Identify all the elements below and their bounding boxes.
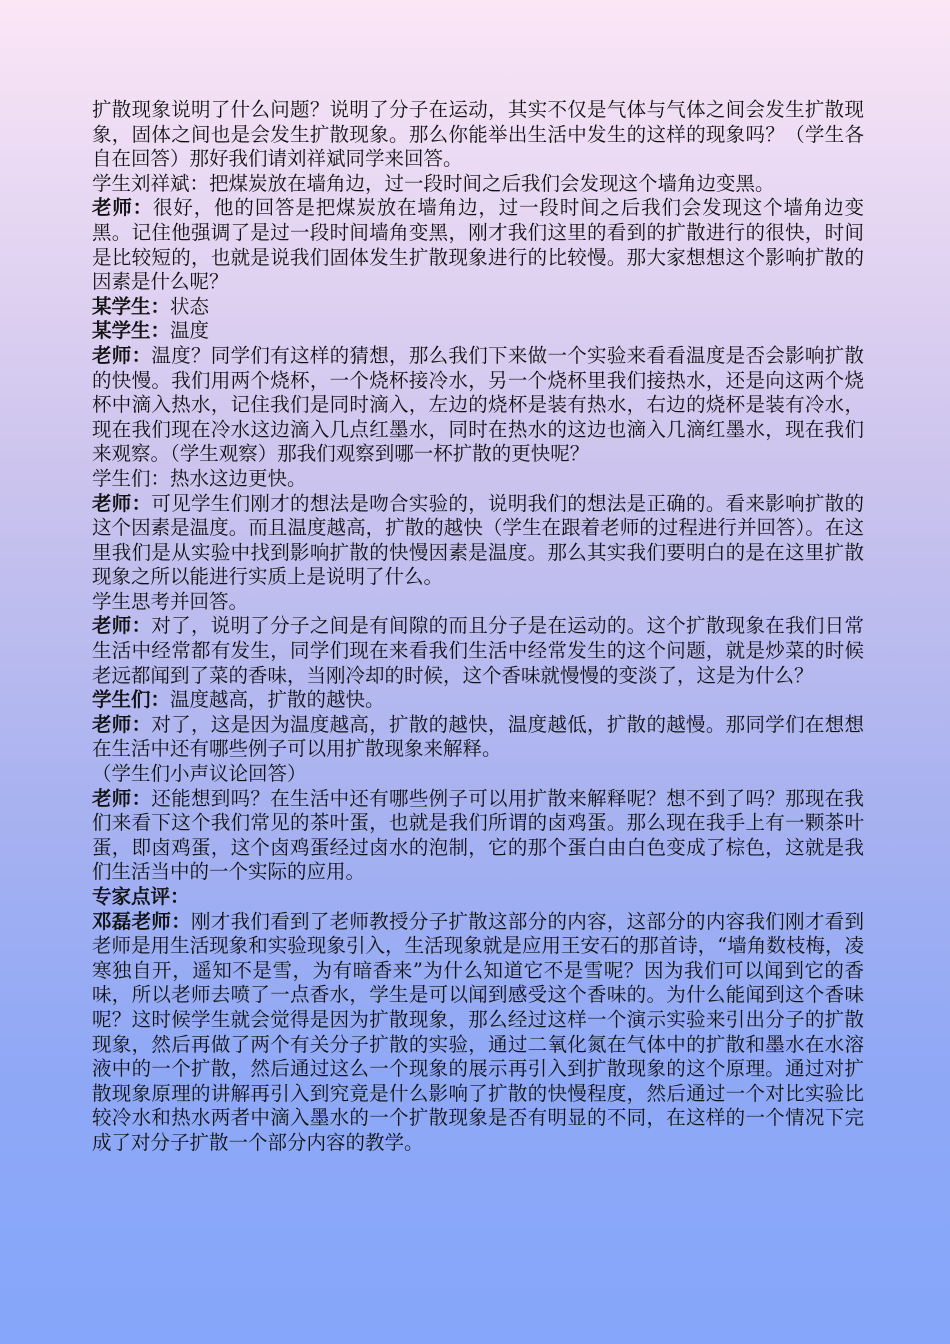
paragraph-9	[92, 590, 864, 615]
paragraph-2	[92, 172, 864, 197]
paragraph-text: 可见学生们刚才的想法是吻合实验的，说明我们的想法是正确的。看来影响扩散的这个因素是温度。而且温度越高，扩散的越快（学生在跟着老师的过程进行并回答）。在这里我们是从实验中找到影响扩散的快慢因素是温度。那么其实我们要明白的是在这里扩散现象之所以能进行实质上是说明了什么。	[92, 491, 864, 589]
speaker-label: 学生们：	[92, 688, 171, 712]
speaker-label: 老师：	[92, 491, 152, 515]
paragraph-text: 刚才我们看到了老师教授分子扩散这部分的内容，这部分的内容我们刚才看到老师是用生活现象和实验现象引入，生活现象就是应用王安石的那首诗，“墙角数枝梅，凌寒独自开，遥知不是雪，为有暗香来”为什么知道它不是雪呢？因为我们可以闻到它的香味，所以老师去喷了一点香水，学生是可以闻到感受这个香味的。为什么能闻到这个香味呢？这时候学生就会觉得是因为扩散现象，那么经过这样一个演示实验来引出分子的扩散现象，然后再做了两个有关分子扩散的实验，通过二氧化氮在气体中的扩散和墨水在水溶液中的一个扩散，然后通过这么一个现象的展示再引入到扩散现象的这个原理。通过对扩散现象原理的讲解再引入到究竟是什么影响了扩散的快慢程度，然后通过一个对比实验比较冷水和热水两者中滴入墨水的一个扩散现象是否有明显的不同，在这样的一个情况下完成了对分子扩散一个部分内容的教学。	[92, 909, 864, 1154]
speaker-label: 邓磊老师：	[92, 909, 192, 933]
paragraph-text: 很好，他的回答是把煤炭放在墙角边，过一段时间之后我们会发现这个墙角边变黑。记住他强调了是过一段时间墙角变黑，刚才我们这里的看到的扩散进行的很快，时间是比较短的，也就是说我们固体发生扩散现象进行的比较慢。那大家想想这个影响扩散的因素是什么呢？	[92, 196, 864, 294]
paragraph-12	[92, 713, 864, 762]
paragraph-text: 温度？同学们有这样的猜想，那么我们下来做一个实验来看看温度是否会影响扩散的快慢。我们用两个烧杯，一个烧杯接冷水，另一个烧杯里我们接热水，还是向这两个烧杯中滴入热水，记住我们是同时滴入，左边的烧杯是装有热水，右边的烧杯是装有冷水，现在我们现在冷水这边滴入几点红墨水，同时在热水的这边也滴入几滴红墨水，现在我们来观察。（学生观察）那我们观察到哪一杯扩散的更快呢？	[92, 343, 864, 466]
paragraph-4	[92, 295, 864, 320]
paragraph-text: 还能想到吗？在生活中还有哪些例子可以用扩散来解释呢？想不到了吗？那现在我们来看下这个我们常见的茶叶蛋，也就是我们所谓的卤鸡蛋。那么现在我手上有一颗茶叶蛋，即卤鸡蛋，这个卤鸡蛋经过卤水的泡制，它的那个蛋白由白色变成了棕色，这就是我们生活当中的一个实际的应用。	[92, 786, 864, 884]
speaker-label: 老师：	[92, 712, 152, 736]
paragraph-14	[92, 787, 864, 885]
speaker-label: 老师：	[92, 196, 154, 220]
paragraph-5	[92, 319, 864, 344]
document-body	[92, 98, 864, 1156]
paragraph-6	[92, 344, 864, 467]
paragraph-text: 学生刘祥斌：把煤炭放在墙角边，过一段时间之后我们会发现这个墙角边变黑。	[92, 171, 775, 195]
paragraph-text: 状态	[170, 294, 210, 318]
speaker-label: 某学生：	[92, 319, 171, 343]
paragraph-16	[92, 910, 864, 1156]
paragraph-text: 学生思考并回答。	[92, 589, 249, 613]
speaker-label: 老师：	[92, 786, 152, 810]
paragraph-text: （学生们小声议论回答）	[92, 762, 307, 786]
paragraph-3	[92, 196, 864, 294]
paragraph-text: 对了，这是因为温度越高，扩散的越快，温度越低，扩散的越慢。那同学们在想想在生活中还有哪些例子可以用扩散现象来解释。	[92, 712, 864, 761]
paragraph-text: 扩散现象说明了什么问题？说明了分子在运动，其实不仅是气体与气体之间会发生扩散现象，固体之间也是会发生扩散现象。那么你能举出生活中发生的这样的现象吗？（学生各自在回答）那好我们请刘祥斌同学来回答。	[92, 98, 864, 171]
paragraph-8	[92, 492, 864, 590]
paragraph-text: 对了，说明了分子之间是有间隙的而且分子是在运动的。这个扩散现象在我们日常生活中经常都有发生，同学们现在来看我们生活中经常发生的这个问题，就是炒菜的时候老远都闻到了菜的香味，当刚冷却的时候，这个香味就慢慢的变淡了，这是为什么？	[92, 614, 864, 687]
speaker-label: 专家点评：	[92, 885, 190, 908]
paragraph-1	[92, 98, 864, 172]
speaker-label: 某学生：	[92, 294, 171, 318]
paragraph-text: 温度越高，扩散的越快。	[170, 688, 385, 712]
paragraph-13	[92, 762, 864, 787]
paragraph-11	[92, 688, 864, 713]
paragraph-text: 学生们：热水这边更快。	[92, 466, 307, 490]
paragraph-text: 温度	[170, 319, 210, 343]
speaker-label: 老师：	[92, 614, 152, 638]
paragraph-10	[92, 614, 864, 688]
paragraph-7	[92, 467, 864, 492]
section-heading-expert-review	[92, 885, 864, 910]
speaker-label: 老师：	[92, 343, 152, 367]
